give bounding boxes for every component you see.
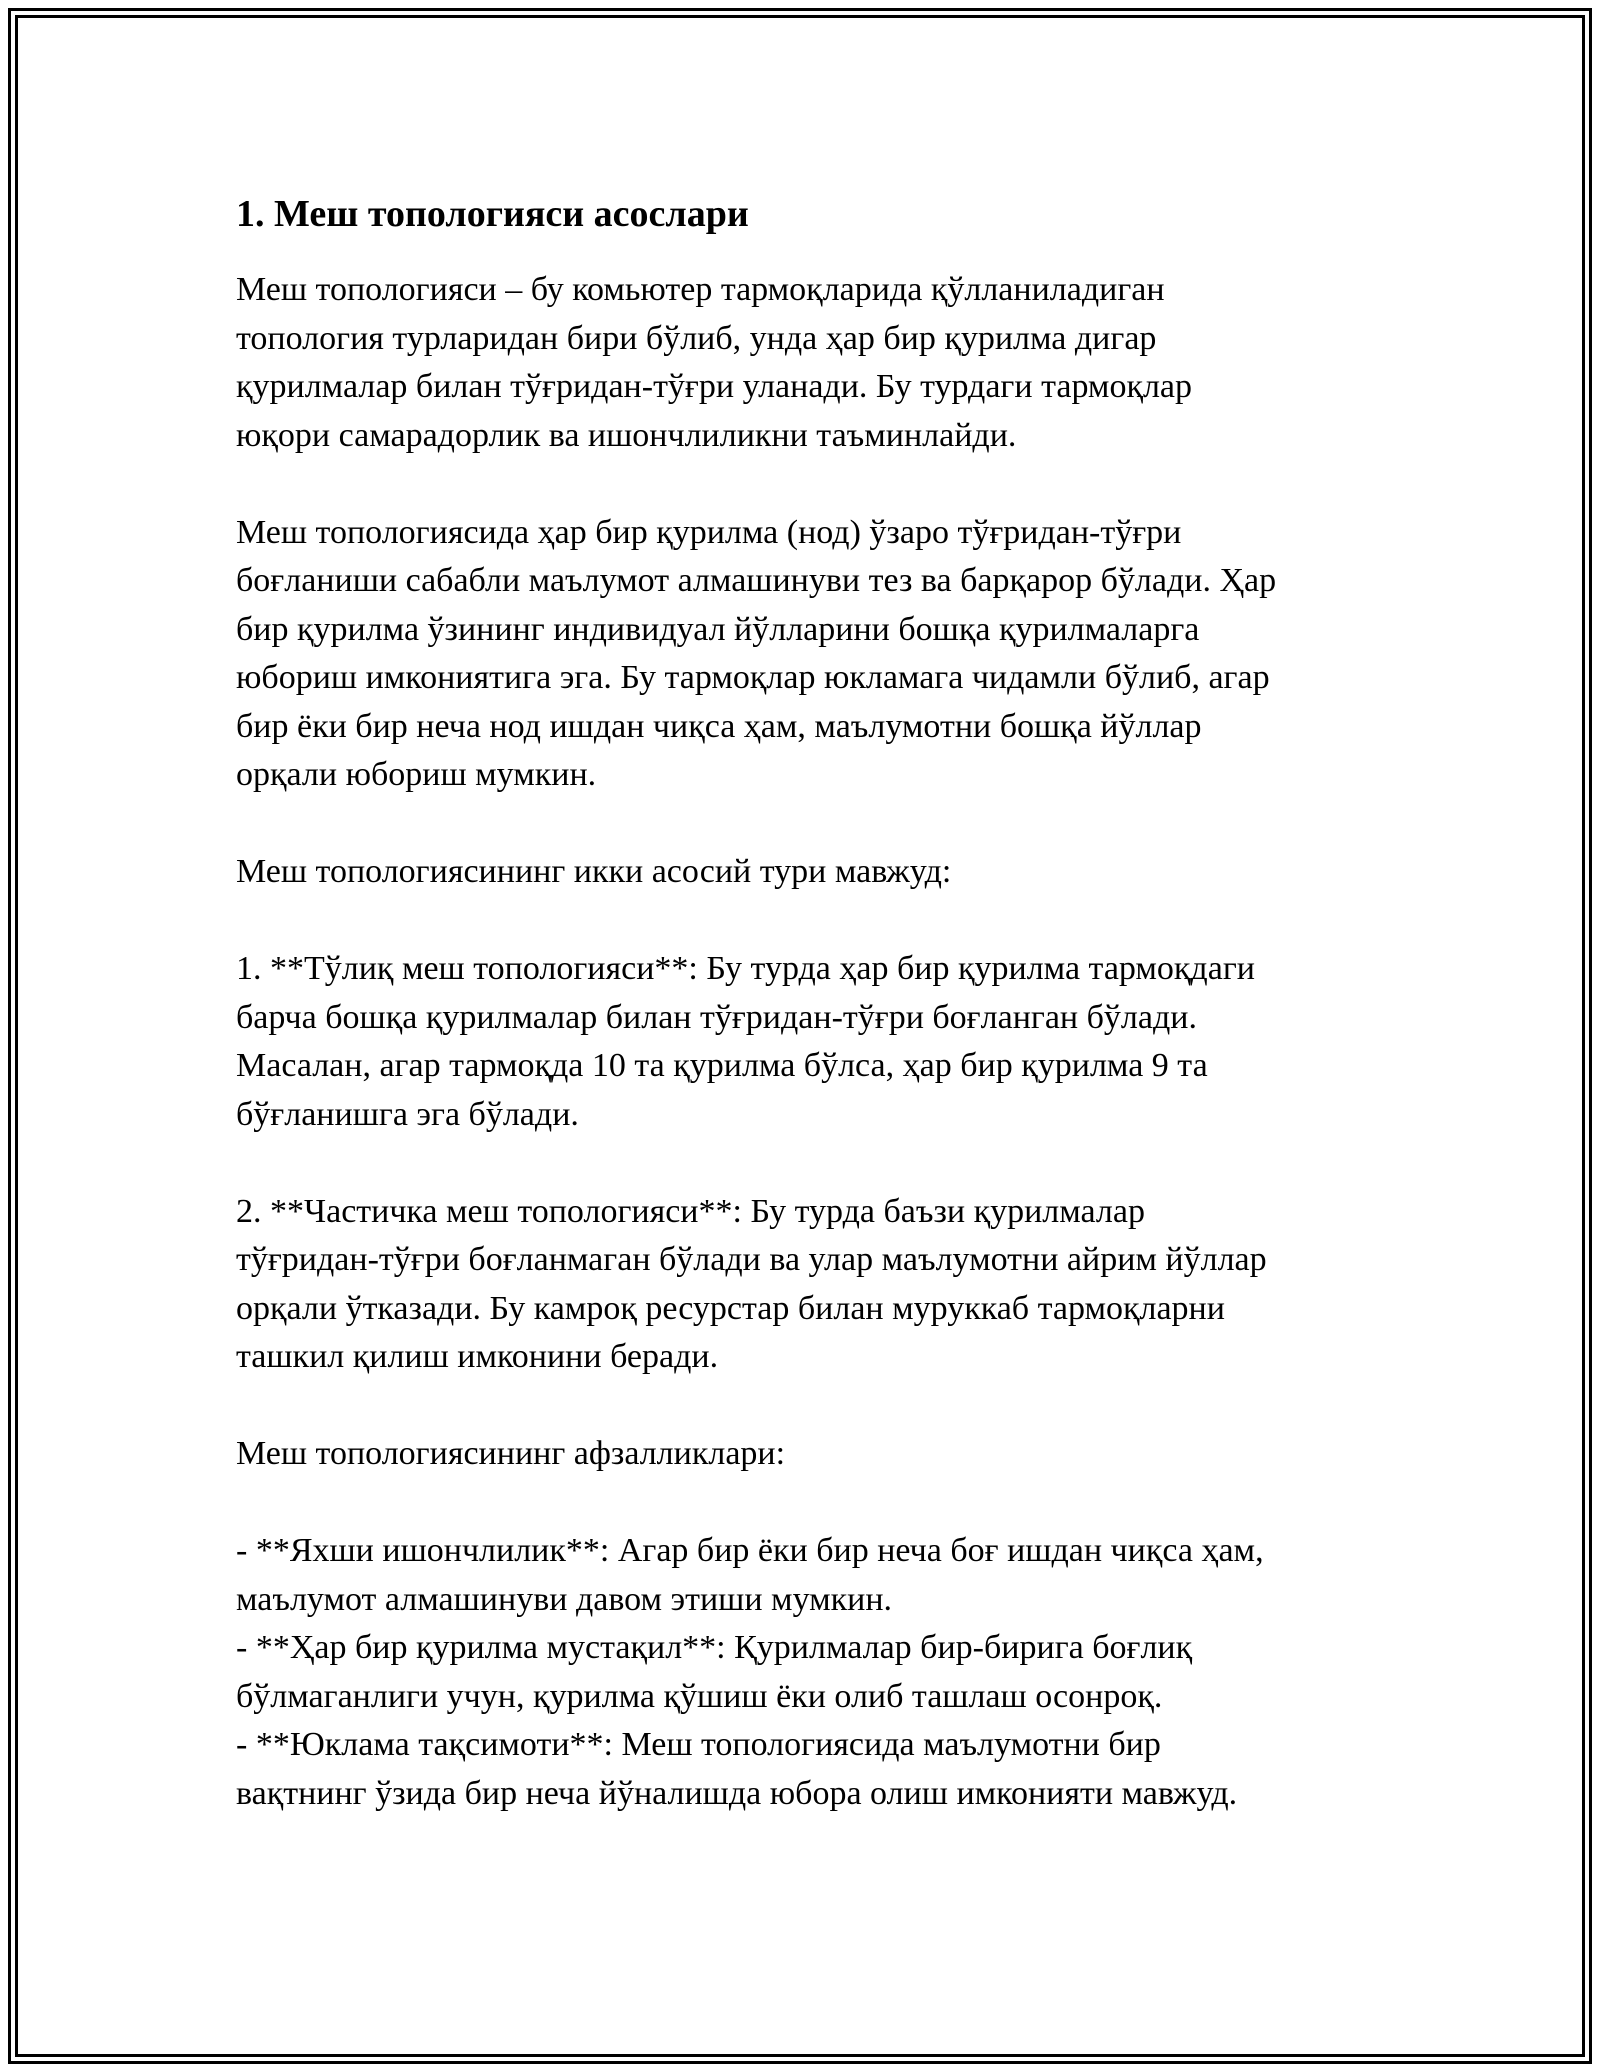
paragraph [236,266,1376,460]
paragraph-spacer [236,1479,1376,1528]
text-line: юқори самарадорлик ва ишончлиликни таъминлайди. [236,416,1017,454]
text-line: маълумот алмашинуви давом этиши мумкин. [236,1580,893,1618]
text-line: бўлмаганлиги учун, қурилма қўшиш ёки олиб ташлаш осонроқ. [236,1677,1163,1715]
paragraph-spacer [236,800,1376,849]
text-line: боғланиши сабабли маълумот алмашинуви тез ва барқарор бўлади. Ҳар [236,562,1277,599]
text-line: қурилмалар билан тўғридан-тўғри уланади. Бу турдаги тармоқлар [236,368,1193,405]
document-body [236,188,1376,1818]
document-blocks [236,266,1376,1818]
text-line: - **Юклама тақсимоти**: Меш топологиясида маълумотни бир [236,1726,1161,1763]
text-line: - **Яхши ишончлилик**: Агар бир ёки бир неча боғ ишдан чиқса ҳам, [236,1532,1264,1569]
text-line: 1. **Тўлиқ меш топологияси**: Бу турда ҳар бир қурилма тармоқдаги [236,950,1255,987]
text-line: бир ёки бир неча нод ишдан чиқса ҳам, маълумотни бошқа йўллар [236,707,1202,745]
paragraph [236,945,1376,1139]
paragraph [236,1188,1376,1382]
text-line: вақтнинг ўзида бир неча йўналишда юбора олиш имконияти мавжуд. [236,1774,1238,1812]
text-line: топология турларидан бири бўлиб, унда ҳар бир қурилма дигар [236,319,1157,357]
text-line: Меш топологиясининг икки асосий тури мавжуд: [236,853,952,890]
text-line: Масалан, агар тармоқда 10 та қурилма бўлса, ҳар бир қурилма 9 та [236,1047,1208,1084]
paragraph [236,509,1376,800]
paragraph-spacer [236,1139,1376,1188]
text-line: барча бошқа қурилмалар билан тўғридан-тўғри боғланган бўлади. [236,998,1197,1036]
paragraph-spacer [236,897,1376,946]
section-heading: 1. Меш топологияси асослари [236,193,749,235]
text-line: 2. **Частичка меш топологияси**: Бу турда баъзи қурилмалар [236,1192,1145,1230]
text-line: бўғланишга эга бўлади. [236,1095,579,1133]
text-line: орқали ўтказади. Бу камроқ ресурстар билан муруккаб тармоқларни [236,1289,1225,1327]
text-line: тўғридан-тўғри боғланмаган бўлади ва улар маълумотни айрим йўллар [236,1241,1267,1278]
text-line: юбориш имкониятига эга. Бу тармоқлар юкламага чидамли бўлиб, агар [236,659,1270,696]
paragraph-spacer [236,1382,1376,1431]
paragraph [236,1527,1376,1818]
text-line: Меш топологиясида ҳар бир қурилма (нод) ўзаро тўғридан-тўғри [236,513,1182,551]
paragraph [236,1430,1376,1479]
text-line: бир қурилма ўзининг индивидуал йўлларини бошқа қурилмаларга [236,610,1200,648]
text-line: ташкил қилиш имконини беради. [236,1338,719,1375]
text-line: - **Ҳар бир қурилма мустақил**: Қурилмалар бир-бирига боғлиқ [236,1629,1193,1666]
text-line: орқали юбориш мумкин. [236,756,597,793]
paragraph [236,848,1376,897]
paragraph-spacer [236,460,1376,509]
text-line: Меш топологиясининг афзалликлари: [236,1435,786,1472]
text-line: Меш топологияси – бу комьютер тармоқларида қўлланиладиган [236,271,1165,308]
